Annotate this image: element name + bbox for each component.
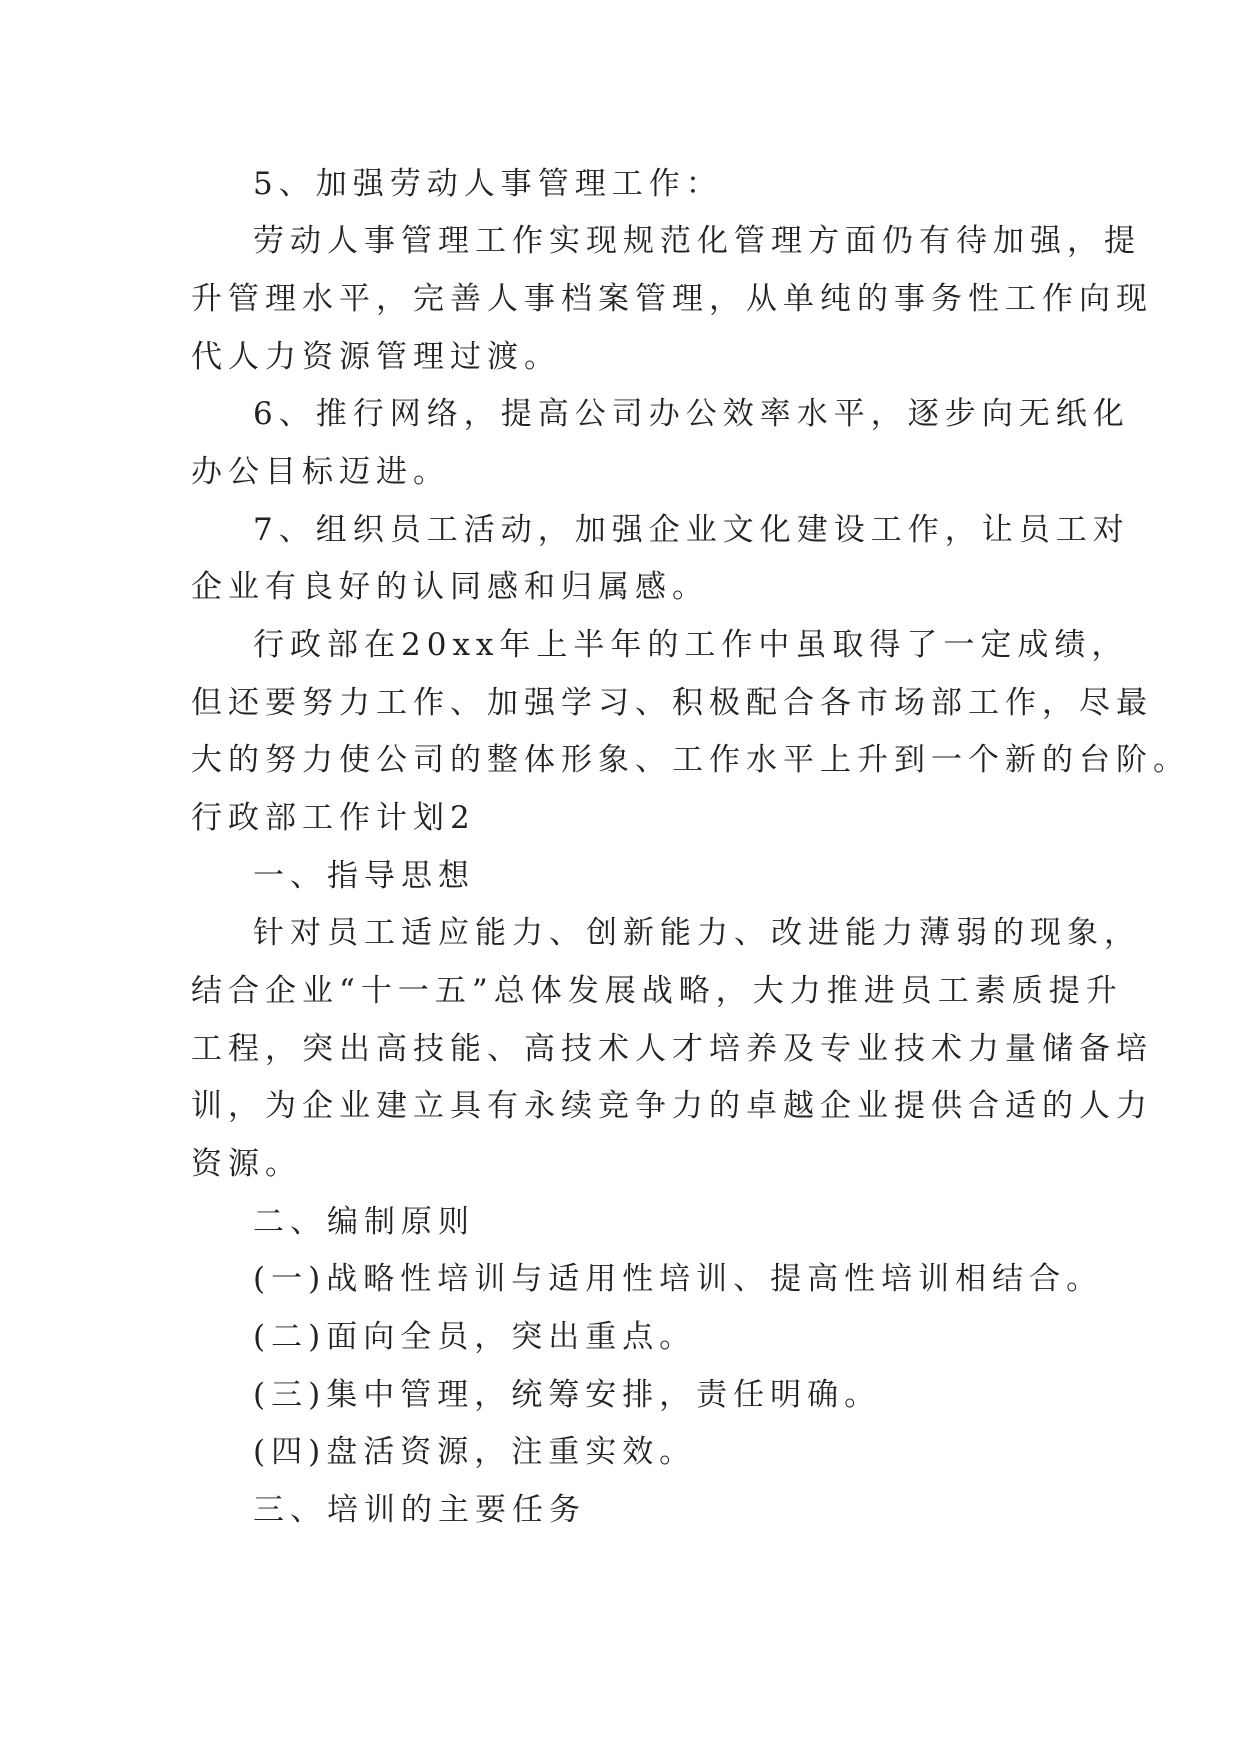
paragraph-line: 训，为企业建立具有永续竞争力的卓越企业提供合适的人力: [191, 1088, 1153, 1124]
list-item: (二)面向全员，突出重点。: [253, 1319, 697, 1355]
paragraph-line: 针对员工适应能力、创新能力、改进能力薄弱的现象，: [253, 915, 1141, 951]
section-heading: 三、培训的主要任务: [253, 1492, 586, 1528]
section-heading: 一、指导思想: [253, 858, 475, 894]
paragraph-line: 企业有良好的认同感和归属感。: [191, 569, 709, 605]
paragraph-line: 6、推行网络，提高公司办公效率水平，逐步向无纸化: [253, 396, 1130, 432]
paragraph-line: 但还要努力工作、加强学习、积极配合各市场部工作，尽最: [191, 685, 1153, 721]
list-item: (三)集中管理，统筹安排，责任明确。: [253, 1377, 882, 1413]
paragraph-line: 升管理水平，完善人事档案管理，从单纯的事务性工作向现: [191, 281, 1153, 317]
paragraph-line: 工程，突出高技能、高技术人才培养及专业技术力量储备培: [191, 1031, 1153, 1067]
paragraph-line: 结合企业“十一五”总体发展战略，大力推进员工素质提升: [191, 973, 1123, 1009]
paragraph-line: 办公目标迈进。: [191, 454, 450, 490]
paragraph-line: 7、组织员工活动，加强企业文化建设工作，让员工对: [253, 512, 1130, 548]
paragraph-line: 代人力资源管理过渡。: [191, 339, 561, 375]
section-heading: 二、编制原则: [253, 1204, 475, 1240]
section-heading: 行政部工作计划2: [191, 800, 476, 836]
list-item: (一)战略性培训与适用性培训、提高性培训相结合。: [253, 1261, 1104, 1297]
list-item: (四)盘活资源，注重实效。: [253, 1434, 697, 1470]
paragraph-line: 5、加强劳动人事管理工作：: [253, 166, 723, 202]
paragraph-line: 劳动人事管理工作实现规范化管理方面仍有待加强，提: [253, 223, 1141, 259]
paragraph-line: 大的努力使公司的整体形象、工作水平上升到一个新的台阶。: [191, 742, 1190, 778]
paragraph-line: 资源。: [191, 1146, 302, 1182]
paragraph-line: 行政部在20xx年上半年的工作中虽取得了一定成绩，: [253, 627, 1129, 663]
